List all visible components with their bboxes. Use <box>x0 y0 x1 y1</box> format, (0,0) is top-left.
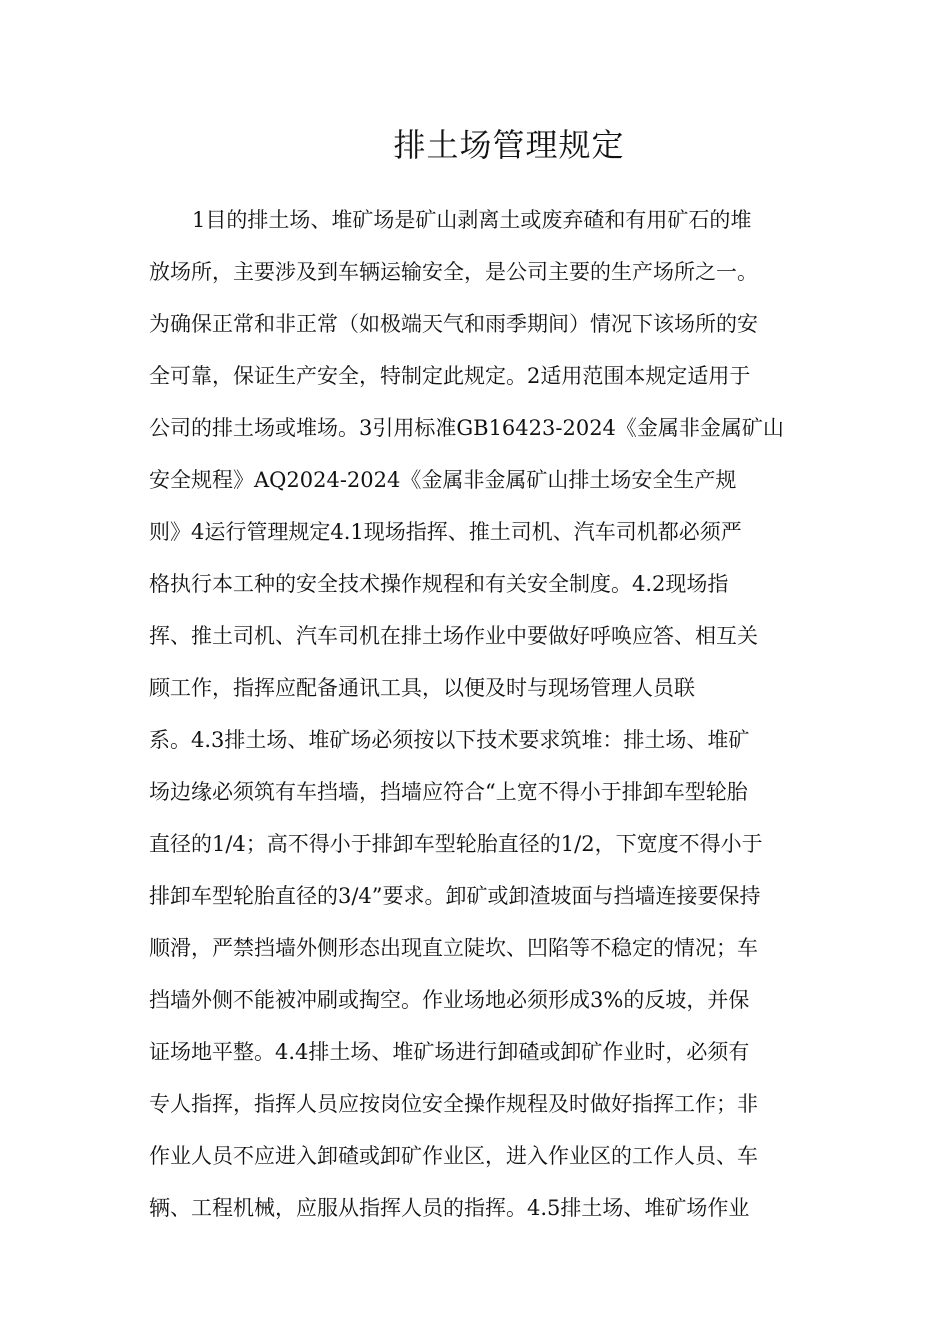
paragraph-line: 挥、推土司机、汽车司机在排土场作业中要做好呼唤应答、相互关 <box>149 624 758 648</box>
paragraph-line: 则》4运行管理规定4.1现场指挥、推土司机、汽车司机都必须严 <box>149 520 742 544</box>
paragraph-line: 辆、工程机械，应服从指挥人员的指挥。4.5排土场、堆矿场作业 <box>149 1196 750 1220</box>
paragraph-line: 作业人员不应进入卸碴或卸矿作业区，进入作业区的工作人员、车 <box>149 1144 758 1168</box>
paragraph-line: 公司的排土场或堆场。3引用标准GB16423-2024《金属非金属矿山 <box>149 416 784 440</box>
paragraph-line: 顺滑，严禁挡墙外侧形态出现直立陡坎、凹陷等不稳定的情况；车 <box>149 936 758 960</box>
paragraph-line: 全可靠，保证生产安全，特制定此规定。2适用范围本规定适用于 <box>149 364 751 388</box>
paragraph-line: 挡墙外侧不能被冲刷或掏空。作业场地必须形成3%的反坡，并保 <box>149 988 750 1012</box>
paragraph-line: 1目的排土场、堆矿场是矿山剥离土或废弃碴和有用矿石的堆 <box>192 208 752 232</box>
paragraph-line: 系。4.3排土场、堆矿场必须按以下技术要求筑堆：排土场、堆矿 <box>149 728 750 752</box>
page-title: 排土场管理规定 <box>393 126 625 164</box>
paragraph-line: 排卸车型轮胎直径的3/4”要求。卸矿或卸渣坡面与挡墙连接要保持 <box>149 884 761 908</box>
paragraph-line: 放场所，主要涉及到车辆运输安全，是公司主要的生产场所之一。 <box>149 260 758 284</box>
paragraph-line: 证场地平整。4.4排土场、堆矿场进行卸碴或卸矿作业时，必须有 <box>149 1040 750 1064</box>
paragraph-line: 专人指挥，指挥人员应按岗位安全操作规程及时做好指挥工作；非 <box>149 1092 758 1116</box>
document-body <box>149 194 809 1234</box>
paragraph-line: 直径的1/4；高不得小于排卸车型轮胎直径的1/2，下宽度不得小于 <box>149 832 763 856</box>
paragraph-line: 安全规程》AQ2024-2024《金属非金属矿山排土场安全生产规 <box>149 468 737 492</box>
paragraph-line: 场边缘必须筑有车挡墙，挡墙应符合“上宽不得小于排卸车型轮胎 <box>149 780 748 804</box>
paragraph-line: 为确保正常和非正常（如极端天气和雨季期间）情况下该场所的安 <box>149 312 758 336</box>
paragraph-line: 顾工作，指挥应配备通讯工具，以便及时与现场管理人员联 <box>149 676 695 700</box>
paragraph-line: 格执行本工种的安全技术操作规程和有关安全制度。4.2现场指 <box>149 572 729 596</box>
